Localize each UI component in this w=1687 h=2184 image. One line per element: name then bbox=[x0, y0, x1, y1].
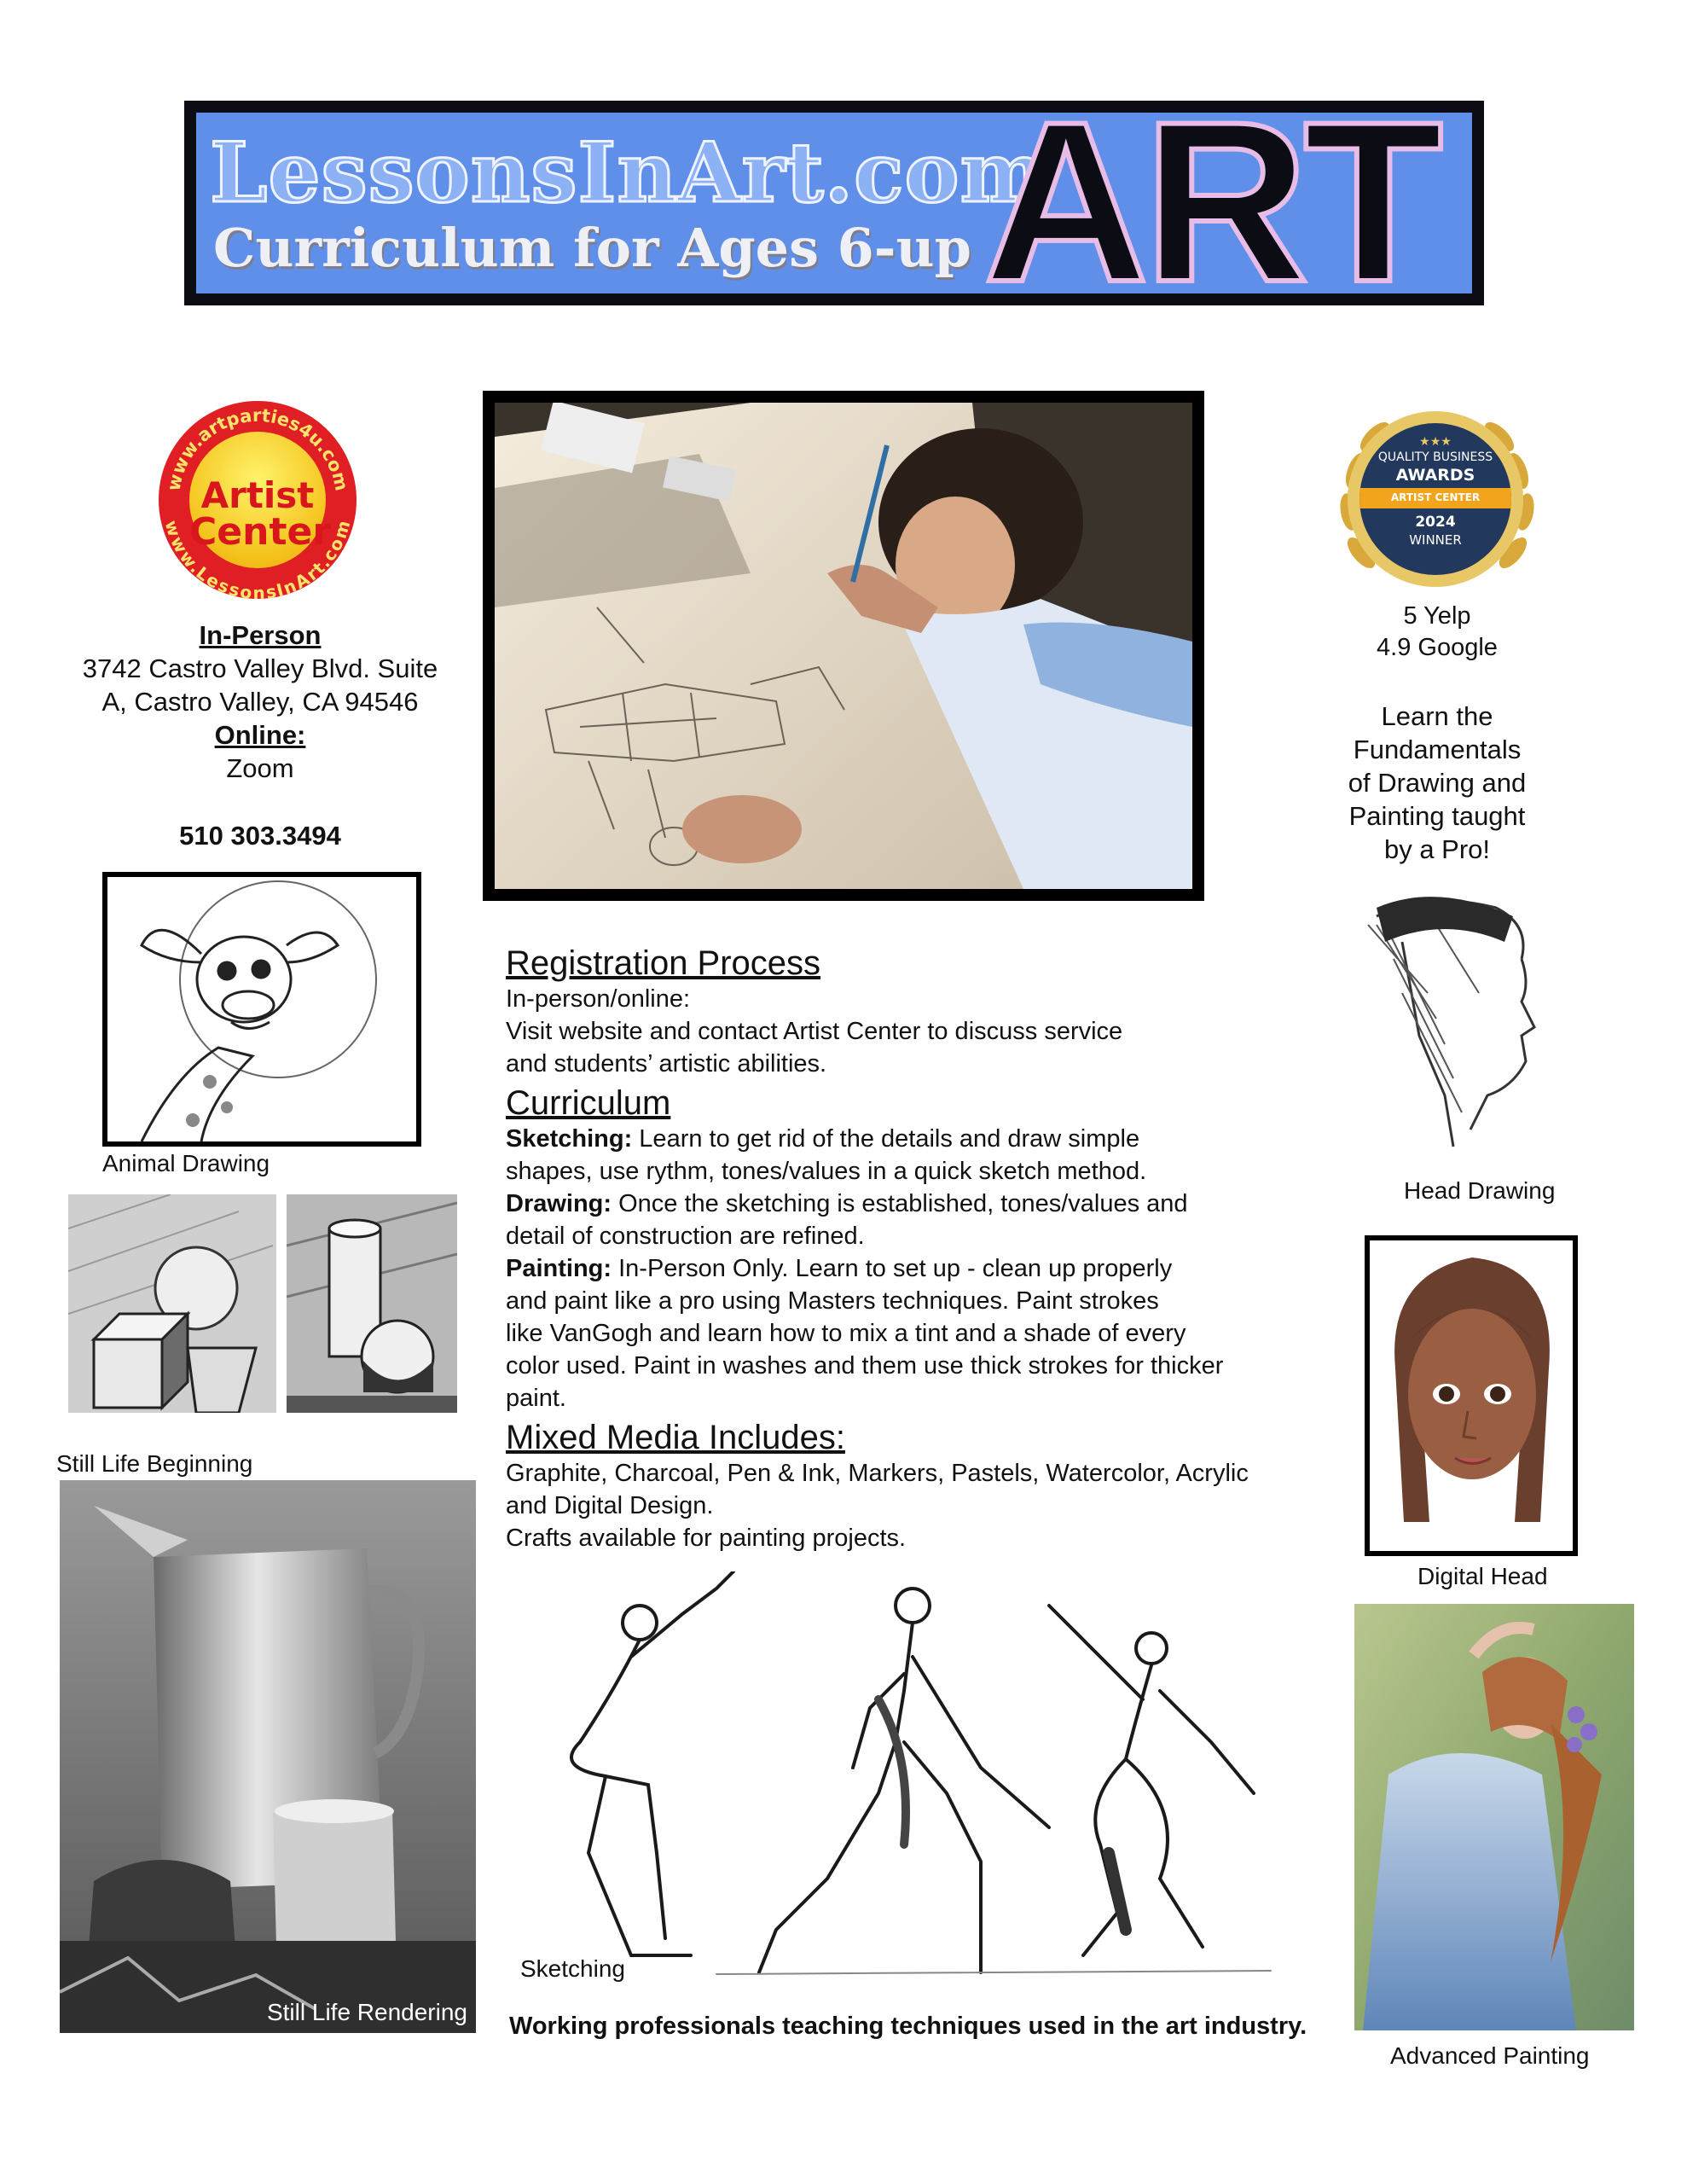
banner-background bbox=[196, 113, 1472, 293]
advanced-painting-caption: Advanced Painting bbox=[1390, 2042, 1590, 2069]
dancing-figures-sketch bbox=[503, 1571, 1322, 1998]
quality-business-award-badge bbox=[1330, 392, 1544, 606]
tagline bbox=[1309, 700, 1565, 866]
painting-text-3: like VanGogh and learn how to mix a tint and a shade of every bbox=[506, 1320, 1186, 1347]
still-life-rendering-image bbox=[60, 1480, 476, 2033]
male-profile-sketch bbox=[1351, 891, 1549, 1157]
painting-text-5: paint. bbox=[506, 1385, 566, 1412]
registration-line-2: and students’ artistic abilities. bbox=[506, 1050, 827, 1077]
badge-ribbon-text: ARTIST CENTER bbox=[1390, 491, 1481, 503]
header-banner bbox=[184, 101, 1484, 305]
advanced-painting-image bbox=[1354, 1604, 1634, 2030]
painting-text: In-Person Only. Learn to set up - clean up properly bbox=[612, 1255, 1173, 1282]
head-drawing-caption: Head Drawing bbox=[1404, 1177, 1556, 1204]
artist-center-logo bbox=[159, 401, 357, 599]
badge-line-1: QUALITY BUSINESS bbox=[1377, 450, 1493, 464]
badge-ribbon bbox=[1359, 488, 1511, 508]
head-drawing-image bbox=[1351, 891, 1549, 1157]
mixed-media-line-2: and Digital Design. bbox=[506, 1492, 714, 1519]
mixed-media-heading: Mixed Media Includes: bbox=[506, 1419, 845, 1456]
hero-photo-frame bbox=[483, 391, 1204, 901]
still-life-rendering-caption: Still Life Rendering bbox=[266, 1999, 467, 2025]
still-life-beginning-image-1 bbox=[68, 1194, 276, 1413]
banner-subtitle: Curriculum for Ages 6-up bbox=[213, 217, 971, 279]
tagline-line: Learn the bbox=[1381, 701, 1493, 731]
digital-head-caption: Digital Head bbox=[1417, 1563, 1548, 1589]
site-name: LessonsInArt.com bbox=[210, 125, 1048, 221]
mixed-media-line-1: Graphite, Charcoal, Pen & Ink, Markers, Pastels, Watercolor, Acrylic bbox=[506, 1460, 1249, 1487]
logo-word-center: Center bbox=[189, 510, 332, 554]
digital-head-image bbox=[1365, 1235, 1578, 1556]
mixed-media-line-3: Crafts available for painting projects. bbox=[506, 1525, 907, 1552]
ratings-block bbox=[1330, 601, 1544, 664]
painting-text-4: color used. Paint in washes and them use thick strokes for thicker bbox=[506, 1352, 1224, 1380]
still-life-beginning-caption: Still Life Beginning bbox=[56, 1450, 253, 1477]
still-life-beginning-image-2 bbox=[287, 1194, 457, 1413]
main-content bbox=[506, 944, 1325, 1554]
sketching-text: Learn to get rid of the details and draw simple bbox=[632, 1125, 1140, 1153]
painting-paragraph bbox=[506, 1252, 1325, 1285]
tagline-line: of Drawing and bbox=[1348, 768, 1527, 798]
sketching-text-2: shapes, use rythm, tones/values in a quick sketch method. bbox=[506, 1158, 1147, 1185]
closing-statement: Working professionals teaching techniques used in the art industry. bbox=[509, 2013, 1307, 2040]
sketching-paragraph bbox=[506, 1123, 1325, 1155]
badge-line-2: AWARDS bbox=[1395, 466, 1475, 485]
pitcher-mug-rendering bbox=[60, 1480, 476, 2033]
tagline-line: Painting taught bbox=[1348, 801, 1526, 831]
badge-face bbox=[1359, 423, 1511, 575]
cube-sphere-sketch bbox=[68, 1194, 276, 1413]
registration-line-1: Visit website and contact Artist Center to discuss service bbox=[506, 1018, 1123, 1045]
registration-mode: In-person/online: bbox=[506, 985, 691, 1013]
drawing-text-2: detail of construction are refined. bbox=[506, 1223, 865, 1250]
google-rating: 4.9 Google bbox=[1377, 634, 1498, 661]
animal-drawing-image bbox=[102, 872, 421, 1147]
address-line-1: 3742 Castro Valley Blvd. Suite bbox=[82, 653, 438, 683]
painting-text-2: and paint like a pro using Masters techniques. Paint strokes bbox=[506, 1287, 1159, 1315]
digital-girl-portrait bbox=[1370, 1240, 1573, 1551]
registration-heading: Registration Process bbox=[506, 944, 821, 982]
cylinder-sphere-sketch bbox=[287, 1194, 457, 1413]
painting-label: Painting: bbox=[506, 1255, 612, 1282]
in-person-label: In-Person bbox=[199, 620, 322, 650]
animal-drawing-caption: Animal Drawing bbox=[102, 1150, 270, 1176]
drawing-text: Once the sketching is established, tones/values and bbox=[612, 1190, 1188, 1217]
logo-bottom-url: www.LessonsInArt.com bbox=[160, 518, 355, 599]
tagline-line: by a Pro! bbox=[1383, 834, 1491, 864]
drawing-paragraph bbox=[506, 1188, 1325, 1220]
woman-painting bbox=[1354, 1604, 1634, 2030]
child-drawing-illustration bbox=[495, 403, 1192, 889]
badge-year: 2024 bbox=[1415, 514, 1456, 531]
hero-photo bbox=[495, 403, 1192, 889]
badge-status: WINNER bbox=[1409, 532, 1462, 548]
drawing-label: Drawing: bbox=[506, 1190, 612, 1217]
logo-top-url: www.artparties4u.com bbox=[163, 404, 352, 493]
sketching-caption: Sketching bbox=[520, 1955, 625, 1982]
online-label: Online: bbox=[214, 720, 306, 750]
contact-block bbox=[68, 619, 452, 785]
gesture-sketches-image bbox=[503, 1571, 1322, 1998]
badge-stars-icon: ★★★ bbox=[1419, 435, 1452, 449]
banner-art-word: ART bbox=[983, 113, 1438, 293]
yelp-rating: 5 Yelp bbox=[1403, 602, 1471, 630]
giraffe-sketch bbox=[107, 877, 416, 1141]
address-line-2: A, Castro Valley, CA 94546 bbox=[101, 687, 419, 717]
online-platform: Zoom bbox=[226, 753, 294, 783]
tagline-line: Fundamentals bbox=[1353, 735, 1522, 764]
phone-number: 510 303.3494 bbox=[179, 821, 341, 851]
logo-word-artist: Artist bbox=[200, 474, 315, 516]
sketching-label: Sketching: bbox=[506, 1125, 633, 1153]
curriculum-heading: Curriculum bbox=[506, 1084, 671, 1122]
